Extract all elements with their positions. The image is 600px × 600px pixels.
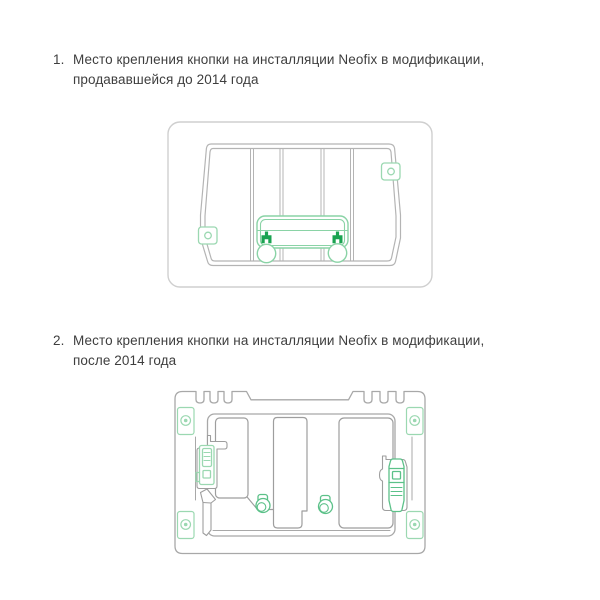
support-bracket <box>201 489 216 536</box>
flush-rod-circle-right <box>328 244 346 262</box>
mounting-tab-left <box>199 227 218 244</box>
panel-center <box>274 418 308 529</box>
right-latch-assembly <box>380 456 408 512</box>
rod-clip-left <box>256 495 270 513</box>
flush-rod-circle-left <box>257 244 275 262</box>
rod-clips <box>256 495 333 514</box>
item-2-text <box>73 331 484 370</box>
button-mount-highlight-old <box>257 216 348 263</box>
item-2-line-1: Место крепления кнопки на инсталляции Neofix в модификации, <box>73 333 485 348</box>
panel-left <box>216 418 249 498</box>
diagram-neofix-post-2014 <box>160 380 440 565</box>
item-2-line-2: после 2014 года <box>73 352 177 368</box>
inner-frame <box>208 414 396 536</box>
screw-plate-top-left <box>178 408 195 435</box>
item-1-line-2: продававшейся до 2014 года <box>73 71 259 87</box>
rod-clip-right <box>319 496 333 514</box>
side-rails <box>196 437 413 500</box>
instruction-item-1 <box>53 50 484 89</box>
screw-plate-bottom-left <box>178 512 195 539</box>
item-1-line-1: Место крепления кнопки на инсталляции Neofix в модификации, <box>73 52 485 67</box>
tab-hole-left <box>205 232 212 239</box>
item-2-number: 2. <box>53 333 65 348</box>
mounting-tab-right <box>382 163 401 180</box>
inner-panels <box>216 418 394 529</box>
screw-plate-top-right <box>407 408 424 435</box>
right-latch <box>389 459 404 512</box>
diagram-neofix-pre-2014 <box>150 110 450 300</box>
left-latch-assembly <box>196 436 227 489</box>
instruction-item-2 <box>53 331 484 370</box>
screw-plate-bottom-right <box>407 512 424 539</box>
tab-hole-right <box>388 168 395 175</box>
item-1-number: 1. <box>53 52 65 67</box>
item-1-text <box>73 50 484 89</box>
